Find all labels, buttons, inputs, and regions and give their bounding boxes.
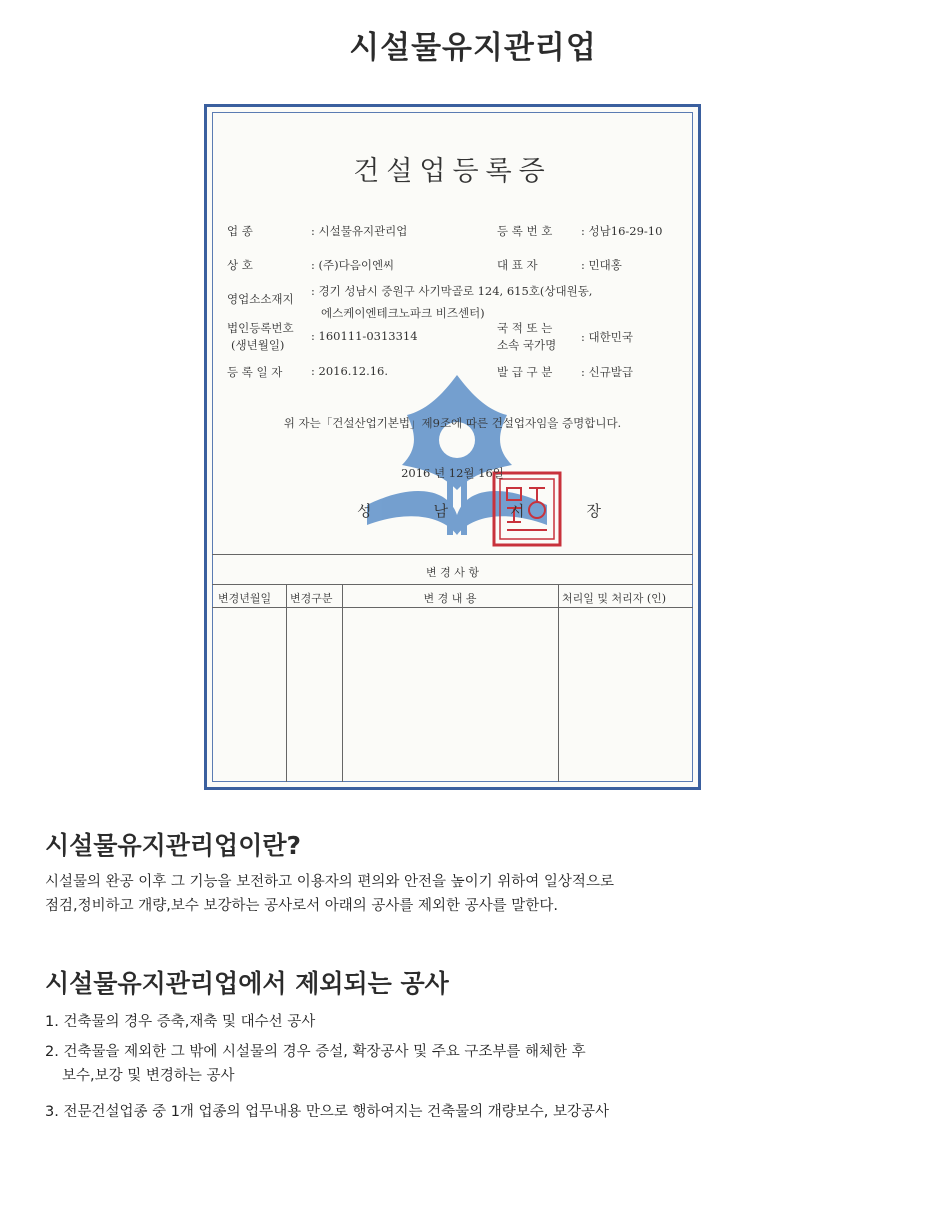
definition-line-2: 점검,정비하고 개량,보수 보강하는 공사로서 아래의 공사를 제외한 공사를 말한다. [45,898,558,914]
certificate-statement: 위 자는「건설산업기본법」제9조에 따른 건설업자임을 증명합니다. [283,416,622,430]
label-reg-no: 등 록 번 호 [497,224,553,238]
value-nationality: : 대한민국 [581,330,633,344]
change-col-type: 변경구분 [290,592,333,605]
label-birth-date: (생년월일) [231,338,285,352]
certificate-issuer: 성남시장 [357,502,663,520]
label-nationality-2: 소속 국가명 [497,338,557,352]
change-col-content: 변 경 내 용 [423,592,477,605]
label-reg-date: 등 록 일 자 [227,365,283,379]
certificate-title: 건설업등록증 [353,156,552,187]
exclusion-item-2: 2. 건축물을 제외한 그 밖에 시설물의 경우 증설, 확장공사 및 주요 구조부를 해체한 후 [45,1044,586,1060]
definition-line-1: 시설물의 완공 이후 그 기능을 보전하고 이용자의 편의와 안전을 높이기 위하여 일상적으로 [45,874,614,890]
value-trade-name: : (주)다음이엔씨 [311,258,395,272]
section-title-exclusions: 시설물유지관리업에서 제외되는 공사 [45,969,449,998]
value-business-type: : 시설물유지관리업 [311,224,408,238]
label-business-type: 업 종 [227,224,253,238]
value-address-line1: : 경기 성남시 중원구 사기막골로 124, 615호(상대원동, [311,284,593,298]
registration-certificate-image [204,104,701,790]
page-title: 시설물유지관리업 [349,30,597,66]
change-col-processor: 처리일 및 처리자 (인) [562,592,667,605]
label-trade-name: 상 호 [227,258,253,272]
label-representative: 대 표 자 [497,258,538,272]
exclusion-item-3: 3. 전문건설업종 중 1개 업종의 업무내용 만으로 행하여지는 건축물의 개량보수, 보강공사 [45,1104,610,1120]
value-representative: : 민대홍 [581,258,622,272]
label-issue-type: 발 급 구 분 [497,365,553,379]
certificate-date: 2016 년 12월 16일 [401,466,504,480]
value-reg-date: : 2016.12.16. [311,364,389,378]
label-corp-reg-no: 법인등록번호 [227,321,294,335]
value-address-line2: 에스케이엔테크노파크 비즈센터) [321,306,485,320]
exclusion-item-2-cont: 보수,보강 및 변경하는 공사 [62,1068,235,1084]
label-nationality-1: 국 적 또 는 [497,321,553,335]
value-issue-type: : 신규발급 [581,365,633,379]
change-history-table [212,554,693,782]
exclusion-item-1: 1. 건축물의 경우 증축,재축 및 대수선 공사 [45,1014,316,1030]
change-table-title: 변 경 사 항 [426,566,479,579]
label-office-address: 영업소소재지 [227,292,294,306]
section-title-definition: 시설물유지관리업이란? [45,831,302,860]
value-reg-no: : 성남16-29-10 [581,224,663,238]
change-col-date: 변경년월일 [218,592,272,605]
value-corp-reg-no: : 160111-0313314 [311,329,418,343]
